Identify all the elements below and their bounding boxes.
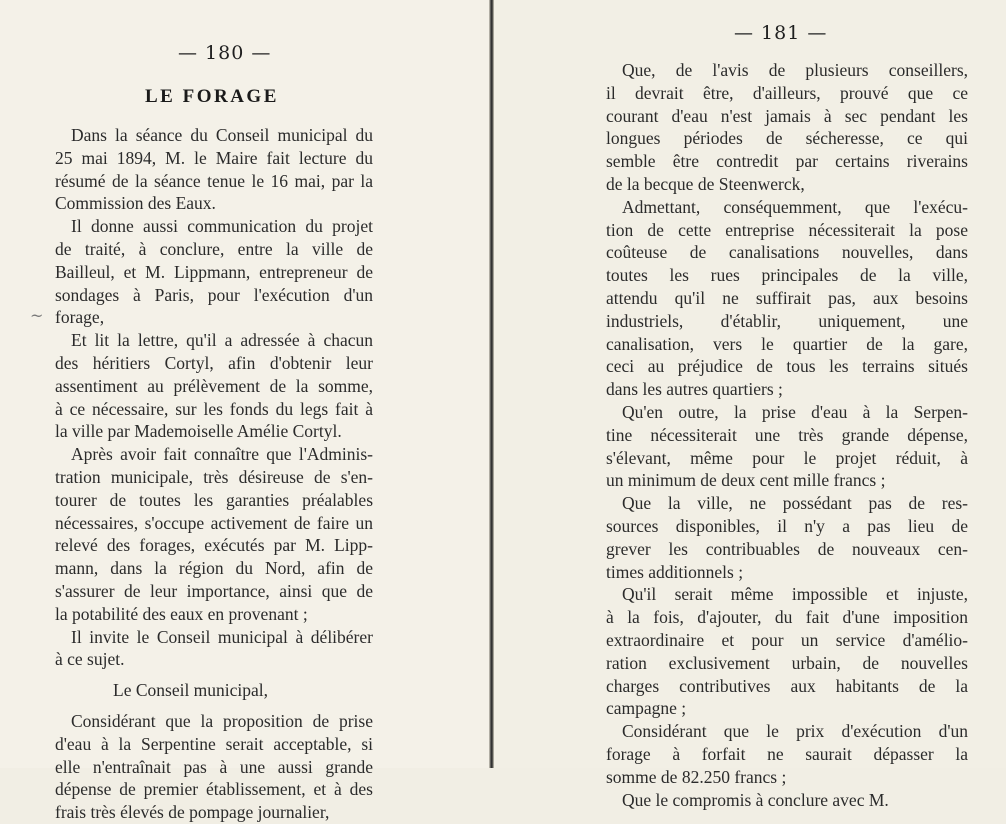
text-line: assentiment au prélèvement de la somme, bbox=[55, 375, 373, 396]
text-line: sources disponibles, il n'y a pas lieu de bbox=[606, 515, 968, 536]
text-line: il devrait être, d'ailleurs, prouvé que ce bbox=[606, 82, 968, 103]
page-number-right: — 181 — bbox=[734, 22, 828, 44]
right-page-body bbox=[606, 59, 968, 811]
text-line: à ce nécessaire, sur les fonds du legs fait à bbox=[55, 398, 373, 419]
text-line: campagne ; bbox=[606, 698, 687, 719]
text-line: la potabilité des eaux en provenant ; bbox=[55, 603, 308, 624]
left-page-body bbox=[55, 124, 373, 824]
text-line: de traité, à conclure, entre la ville de bbox=[55, 238, 373, 259]
text-line: des héritiers Cortyl, afin d'obtenir leur bbox=[55, 352, 373, 373]
right-page bbox=[496, 0, 1006, 810]
text-line: dépense de premier établissement, et à des bbox=[55, 779, 373, 800]
text-line: elle n'entraînait pas à une aussi grande bbox=[55, 756, 373, 777]
text-line: Considérant que la proposition de prise bbox=[71, 710, 373, 731]
text-line: attendu qu'il ne suffirait pas, aux besoins bbox=[606, 287, 968, 308]
text-line: Bailleul, et M. Lippmann, entrepreneur de bbox=[55, 261, 373, 282]
text-line: extraordinaire et pour un service d'amélio- bbox=[606, 629, 968, 650]
text-line: forage à forfait ne saurait dépasser la bbox=[606, 743, 968, 764]
text-line: à la fois, d'ajouter, du fait d'une imposition bbox=[606, 607, 968, 628]
text-line: à ce sujet. bbox=[55, 649, 125, 670]
text-line: charges contributives aux habitants de la bbox=[606, 675, 968, 696]
text-line: Qu'en outre, la prise d'eau à la Serpen- bbox=[622, 401, 968, 422]
text-line: un minimum de deux cent mille francs ; bbox=[606, 470, 886, 491]
text-line: longues périodes de sécheresse, ce qui bbox=[606, 128, 968, 149]
text-line: Le Conseil municipal, bbox=[113, 680, 269, 701]
text-line: la ville par Mademoiselle Amélie Cortyl. bbox=[55, 421, 342, 442]
page-number-left: — 180 — bbox=[178, 42, 272, 64]
text-line: nécessaires, s'occupe activement de faire un bbox=[55, 512, 373, 533]
text-line: Et lit la lettre, qu'il a adressée à chacun bbox=[71, 330, 373, 351]
text-line: somme de 82.250 francs ; bbox=[606, 766, 787, 787]
text-line: forage, bbox=[55, 307, 105, 328]
text-line: toutes les rues principales de la ville, bbox=[606, 265, 968, 286]
text-line: Dans la séance du Conseil municipal du bbox=[71, 125, 373, 145]
text-line: grever les contribuables de nouveaux cen- bbox=[606, 538, 968, 559]
text-line: times additionnels ; bbox=[606, 561, 744, 582]
text-line: dans les autres quartiers ; bbox=[606, 379, 783, 400]
book-gutter bbox=[489, 0, 494, 768]
text-line: Que, de l'avis de plusieurs conseillers, bbox=[622, 60, 968, 80]
text-line: s'assurer de leur importance, ainsi que de bbox=[55, 580, 373, 601]
text-line: Il invite le Conseil municipal à délibérer bbox=[71, 626, 373, 647]
text-line: Que la ville, ne possédant pas de res- bbox=[622, 493, 968, 514]
text-line: canalisation, vers le quartier de la gare, bbox=[606, 333, 968, 354]
text-line: 25 mai 1894, M. le Maire fait lecture du bbox=[55, 147, 373, 168]
text-line: ration exclusivement urbain, de nouvelles bbox=[606, 652, 968, 673]
text-line: Après avoir fait connaître que l'Adminis- bbox=[71, 444, 373, 465]
text-line: résumé de la séance tenue le 16 mai, par la bbox=[55, 170, 373, 191]
text-line: ceci au préjudice de tous les terrains situés bbox=[606, 356, 968, 377]
left-page bbox=[0, 0, 492, 823]
text-line: d'eau à la Serpentine serait acceptable, si bbox=[55, 733, 373, 754]
chapter-title: LE FORAGE bbox=[145, 86, 279, 107]
text-line: tration municipale, très désireuse de s'en- bbox=[55, 466, 373, 487]
text-line: Admettant, conséquemment, que l'exécu- bbox=[622, 196, 968, 217]
text-line: courant d'eau n'est jamais à sec pendant les bbox=[606, 105, 968, 126]
text-line: mann, dans la région du Nord, afin de bbox=[55, 558, 373, 579]
text-line: Qu'il serait même impossible et injuste, bbox=[622, 584, 968, 605]
text-line: tourer de toutes les garanties préalables bbox=[55, 489, 373, 510]
text-line: Considérant que le prix d'exécution d'un bbox=[622, 721, 968, 742]
text-line: Commission des Eaux. bbox=[55, 193, 216, 214]
text-line: tion de cette entreprise nécessiterait la pose bbox=[606, 219, 968, 240]
text-line: s'élevant, même pour le projet réduit, à bbox=[606, 447, 968, 468]
text-line: frais très élevés de pompage journalier, bbox=[55, 802, 330, 823]
text-line: de la becque de Steenwerck, bbox=[606, 173, 805, 194]
text-line: semble être contredit par certains riverains bbox=[606, 151, 968, 172]
text-line: Que le compromis à conclure avec M. bbox=[622, 789, 889, 810]
text-line: relevé des forages, exécutés par M. Lipp- bbox=[55, 535, 373, 556]
text-line: tine nécessiterait une très grande dépense, bbox=[606, 424, 968, 445]
text-line: coûteuse de canalisations nouvelles, dans bbox=[606, 242, 968, 263]
text-line: sondages à Paris, pour l'exécution d'un bbox=[55, 284, 373, 305]
margin-pencil-mark: ~ bbox=[30, 306, 44, 325]
text-line: Il donne aussi communication du projet bbox=[71, 216, 373, 237]
text-line: industriels, d'établir, uniquement, une bbox=[606, 310, 968, 331]
